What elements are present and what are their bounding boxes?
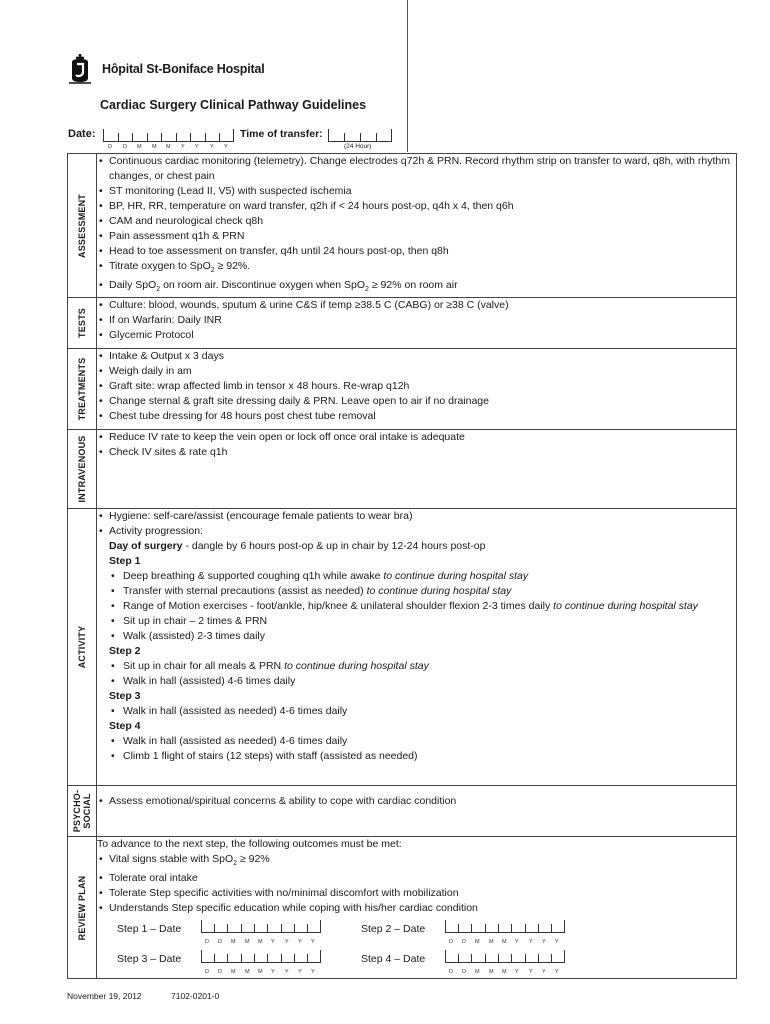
list-item: • CAM and neurological check q8h (97, 214, 736, 229)
list-item: • Intake & Output x 3 days (97, 349, 736, 364)
list-item: • Culture: blood, wounds, sputum & urine C&S if temp ≥38.5 C (CABG) or ≥38 C (valve) (97, 298, 736, 313)
list-item: • Assess emotional/spiritual concerns & ability to cope with cardiac condition (97, 794, 736, 809)
list-item: • Pain assessment q1h & PRN (97, 229, 736, 244)
pathway-table (67, 153, 737, 979)
step-1-date-field[interactable] (201, 920, 321, 933)
day-of-surgery: Day of surgery - dangle by 6 hours post-op & up in chair by 12-24 hours post-op (109, 540, 486, 553)
list-item: • Change sternal & graft site dressing daily & PRN. Leave open to air if no drainage (97, 394, 736, 409)
list-item: • Tolerate oral intake (97, 871, 736, 886)
time-of-transfer-label: Time of transfer: (240, 128, 323, 140)
list-item: • Continuous cardiac monitoring (telemetry). Change electrodes q72h & PRN. Record rhythm strip on transfer to ward, q8h, with rhythm changes, or chest pain (97, 154, 736, 184)
list-item: • Walk in hall (assisted as needed) 4-6 times daily (109, 734, 736, 749)
step-4-date-format: D D M M M Y Y Y Y (449, 969, 559, 976)
footer-form-number: 7102-0201-0 (171, 991, 220, 1001)
list-item: • Head to toe assessment on transfer, q4h until 24 hours post-op, then q8h (97, 244, 736, 259)
step-2-heading: Step 2 (109, 645, 141, 658)
assessment-row (68, 154, 737, 298)
review-plan-label-cell (68, 837, 97, 979)
step-2-date-label: Step 2 – Date (361, 923, 426, 936)
step-dates (97, 916, 736, 978)
hospital-logo-icon (67, 52, 93, 84)
psychosocial-content (97, 786, 737, 837)
list-item: • Walk in hall (assisted as needed) 4-6 times daily (109, 704, 736, 719)
treatments-label-cell (68, 349, 97, 430)
list-item: • Titrate oxygen to SpO$_2$ ≥ 92%. (97, 259, 736, 278)
tests-row (68, 298, 737, 349)
tests-label: TESTS (77, 308, 87, 339)
list-item: • Graft site: wrap affected limb in tensor x 48 hours. Re-wrap q12h (97, 379, 736, 394)
treatments-row (68, 349, 737, 430)
list-item: • Activity progression: (97, 524, 736, 539)
footer-date: November 19, 2012 (67, 991, 142, 1001)
step-2-date-format: D D M M M Y Y Y Y (449, 939, 559, 946)
activity-label-cell (68, 509, 97, 786)
assessment-content (97, 154, 737, 298)
list-item: • Glycemic Protocol (97, 328, 736, 343)
activity-content (97, 509, 737, 786)
list-item: • If on Warfarin: Daily INR (97, 313, 736, 328)
psychosocial-label-cell (68, 786, 97, 837)
header-divider (407, 0, 408, 152)
list-item: • Hygiene: self-care/assist (encourage female patients to wear bra) (97, 509, 736, 524)
intravenous-row (68, 430, 737, 509)
list-item: • BP, HR, RR, temperature on ward transfer, q2h if < 24 hours post-op, q4h x 4, then q6h (97, 199, 736, 214)
step-1-heading: Step 1 (109, 555, 141, 568)
time-unit-hint: (24 Hour) (344, 143, 372, 150)
list-item: • Sit up in chair for all meals & PRN to continue during hospital stay (109, 659, 736, 674)
date-input-field[interactable] (103, 129, 234, 142)
list-item: • Walk (assisted) 2-3 times daily (109, 629, 736, 644)
step-4-date-label: Step 4 – Date (361, 953, 426, 966)
review-plan-label: REVIEW PLAN (77, 875, 87, 941)
treatments-label: TREATMENTS (77, 357, 87, 421)
list-item: • Deep breathing & supported coughing q1h while awake to continue during hospital stay (109, 569, 736, 584)
list-item: • Reduce IV rate to keep the vein open or lock off once oral intake is adequate (97, 430, 736, 445)
intravenous-label-cell (68, 430, 97, 509)
step-4-date-field[interactable] (445, 950, 565, 963)
intravenous-label: INTRAVENOUS (77, 435, 87, 503)
step-3-date-format: D D M M M Y Y Y Y (205, 969, 315, 976)
treatments-content (97, 349, 737, 430)
assessment-label-cell (68, 154, 97, 298)
review-plan-content (97, 837, 737, 979)
step-2-date-field[interactable] (445, 920, 565, 933)
list-item: • Chest tube dressing for 48 hours post chest tube removal (97, 409, 736, 424)
list-item: • Understands Step specific education while coping with his/her cardiac condition (97, 901, 736, 916)
list-item: • ST monitoring (Lead II, V5) with suspected ischemia (97, 184, 736, 199)
step-3-date-label: Step 3 – Date (117, 953, 182, 966)
list-item: • Transfer with sternal precautions (assist as needed) to continue during hospital stay (109, 584, 736, 599)
step-3-date-field[interactable] (201, 950, 321, 963)
step-4-heading: Step 4 (109, 720, 141, 733)
list-item: • Vital signs stable with SpO$_2$ ≥ 92% (97, 852, 736, 871)
list-item: • Daily SpO$_2$ on room air. Discontinue oxygen when SpO$_2$ ≥ 92% on room air (97, 278, 736, 297)
list-item: • Range of Motion exercises - foot/ankle, hip/knee & unilateral shoulder flexion 2-3 times daily to continue during hospital stay (109, 599, 736, 614)
time-of-transfer-field[interactable] (328, 129, 392, 142)
form-title: Cardiac Surgery Clinical Pathway Guidelines (100, 98, 367, 112)
psychosocial-row (68, 786, 737, 837)
date-format-hint: D D M M M Y Y Y Y (108, 144, 228, 150)
step-1-date-label: Step 1 – Date (117, 923, 182, 936)
review-plan-row (68, 837, 737, 979)
tests-content (97, 298, 737, 349)
assessment-label: ASSESSMENT (77, 193, 87, 258)
list-item: • Sit up in chair – 2 times & PRN (109, 614, 736, 629)
list-item: • Weigh daily in am (97, 364, 736, 379)
psychosocial-label: PSYCHO- SOCIAL (72, 789, 92, 833)
list-item: • Tolerate Step specific activities with no/minimal discomfort with mobilization (97, 886, 736, 901)
hospital-name: Hôpital St-Boniface Hospital (102, 62, 265, 76)
tests-label-cell (68, 298, 97, 349)
review-intro: To advance to the next step, the following outcomes must be met: (97, 838, 402, 851)
activity-label: ACTIVITY (77, 625, 87, 669)
step-1-date-format: D D M M M Y Y Y Y (205, 939, 315, 946)
intravenous-content (97, 430, 737, 509)
step-3-heading: Step 3 (109, 690, 141, 703)
date-label: Date: (68, 128, 96, 140)
list-item: • Walk in hall (assisted) 4-6 times daily (109, 674, 736, 689)
list-item: • Climb 1 flight of stairs (12 steps) with staff (assisted as needed) (109, 749, 736, 764)
activity-row (68, 509, 737, 786)
list-item: • Check IV sites & rate q1h (97, 445, 736, 460)
